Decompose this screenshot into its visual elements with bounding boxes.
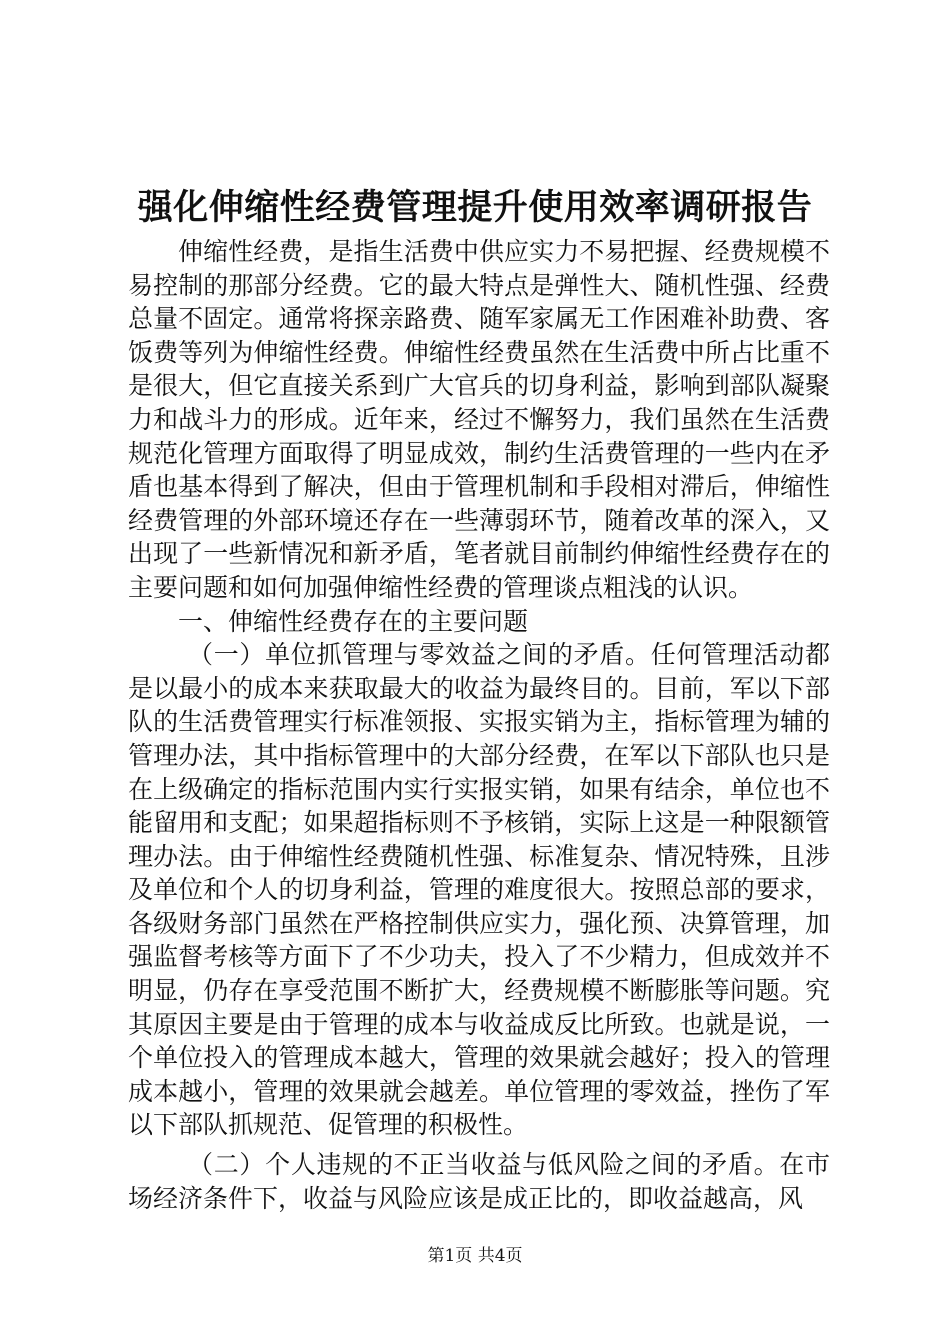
page-number-footer: 第1页 共4页 [427,1246,523,1266]
document-title: 强化伸缩性经费管理提升使用效率调研报告 [137,187,813,228]
document-body [128,235,830,1215]
section-heading: 一、伸缩性经费存在的主要问题 [178,606,529,636]
intro-paragraph: 伸缩性经费，是指生活费中供应实力不易把握、经费规模不易控制的那部分经费。它的最大特点是弹性大、随机性强、经费总量不固定。通常将探亲路费、随军家属无工作困难补助费、客饭费等列为伸缩性经费。伸缩性经费虽然在生活费中所占比重不是很大，但它直接关系到广大官兵的切身利益，影响到部队凝聚力和战斗力的形成。近年来，经过不懈努力，我们虽然在生活费规范化管理方面取得了明显成效，制约生活费管理的一些内在矛盾也基本得到了解决，但由于管理机制和手段相对滞后，伸缩性经费管理的外部环境还存在一些薄弱环节，随着改革的深入，又出现了一些新情况和新矛盾，笔者就目前制约伸缩性经费存在的主要问题和如何加强伸缩性经费的管理谈点粗浅的认识。 [128,237,830,602]
subsection-paragraph-1: （一）单位抓管理与零效益之间的矛盾。任何管理活动都是以最小的成本来获取最大的收益为最终目的。目前，军以下部队的生活费管理实行标准领报、实报实销为主，指标管理为辅的管理办法，其中指标管理中的大部分经费，在军以下部队也只是在上级确定的指标范围内实行实报实销，如果有结余，单位也不能留用和支配；如果超指标则不予核销，实际上这是一种限额管理办法。由于伸缩性经费随机性强、标准复杂、情况特殊，且涉及单位和个人的切身利益，管理的难度很大。按照总部的要求，各级财务部门虽然在严格控制供应实力，强化预、决算管理，加强监督考核等方面下了不少功夫，投入了不少精力，但成效并不明显，仍存在享受范围不断扩大，经费规模不断膨胀等问题。究其原因主要是由于管理的成本与收益成反比所致。也就是说，一个单位投入的管理成本越大，管理的效果就会越好；投入的管理成本越小，管理的效果就会越差。单位管理的零效益，挫伤了军以下部队抓规范、促管理的积极性。 [128,640,830,1140]
subsection-paragraph-2: （二）个人违规的不正当收益与低风险之间的矛盾。在市场经济条件下，收益与风险应该是成正比的，即收益越高，风 [128,1150,830,1213]
